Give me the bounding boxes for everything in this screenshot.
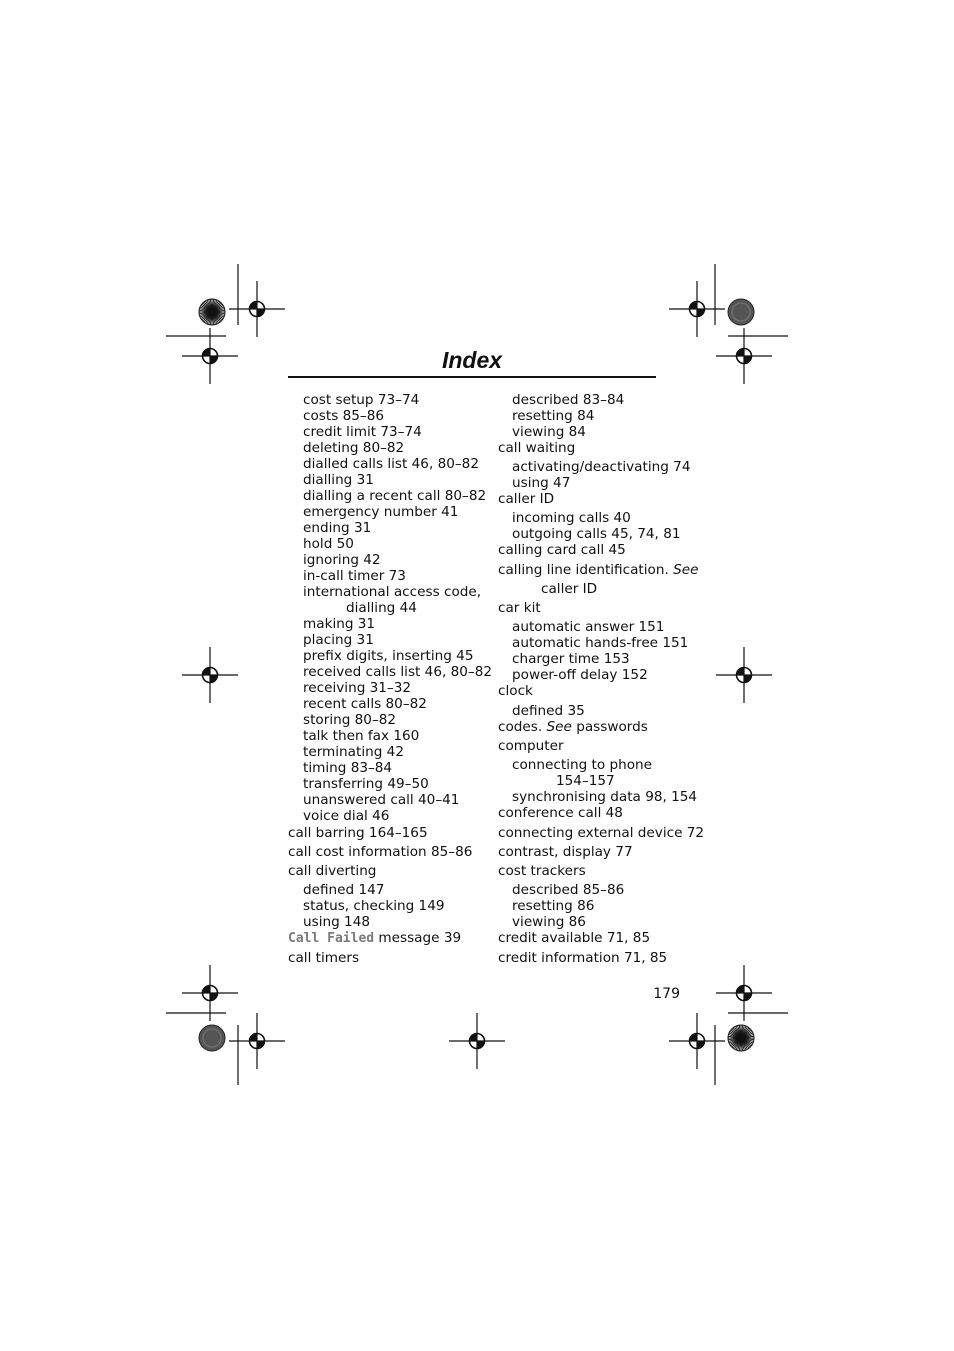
registration-target-quadrant xyxy=(477,1041,485,1049)
index-entry-text: incoming calls 40 xyxy=(512,510,631,526)
index-entry xyxy=(512,898,594,914)
registration-target-quadrant xyxy=(737,986,745,994)
index-entry-text: message 39 xyxy=(374,930,462,946)
index-entry xyxy=(498,930,650,946)
index-entry-text: calling line identification. xyxy=(498,562,674,578)
registration-target-quadrant xyxy=(470,1034,478,1042)
index-entry-text: credit limit 73–74 xyxy=(303,424,422,440)
index-entry-text: placing 31 xyxy=(303,632,374,648)
index-entry-text: codes. xyxy=(498,719,547,735)
index-entry xyxy=(512,651,630,667)
index-entry-text: call barring 164–165 xyxy=(288,825,428,841)
index-entry-text: timing 83–84 xyxy=(303,760,393,776)
index-entry xyxy=(303,408,384,424)
index-entry-text: viewing 84 xyxy=(512,424,586,440)
index-entry-text: recent calls 80–82 xyxy=(303,696,427,712)
index-entry xyxy=(498,562,698,578)
index-entry xyxy=(303,808,389,824)
index-entry xyxy=(512,526,681,542)
index-entry xyxy=(303,914,370,930)
index-entry xyxy=(512,424,586,440)
index-entry xyxy=(303,424,422,440)
page-title: Index xyxy=(441,347,503,373)
index-entry xyxy=(303,744,404,760)
index-entry xyxy=(498,719,648,735)
index-entry xyxy=(288,825,428,841)
index-entry xyxy=(303,632,374,648)
index-entry-text: resetting 86 xyxy=(512,898,595,914)
index-entry-text: contrast, display 77 xyxy=(498,844,633,860)
index-entry-text: terminating 42 xyxy=(303,744,404,760)
index-entry-text: automatic answer 151 xyxy=(512,619,665,635)
index-entry-text: dialling 44 xyxy=(346,600,417,616)
index-entry-text: car kit xyxy=(498,600,541,616)
index-entry-text: synchronising data 98, 154 xyxy=(512,789,698,805)
index-entry xyxy=(303,536,354,552)
index-entry-text: cost trackers xyxy=(498,863,586,879)
index-entry xyxy=(556,773,615,789)
index-entry-text: call timers xyxy=(288,950,360,966)
index-entry-text: prefix digits, inserting 45 xyxy=(303,648,474,664)
index-entry-text: charger time 153 xyxy=(512,651,630,667)
index-entry xyxy=(498,440,575,456)
index-entry-text: using 47 xyxy=(512,475,571,491)
index-entry-text: clock xyxy=(498,683,533,699)
index-entry-text: received calls list 46, 80–82 xyxy=(303,664,493,680)
index-entry xyxy=(512,667,648,683)
index-entry-text: making 31 xyxy=(303,616,376,632)
index-entry-text: calling card call 45 xyxy=(498,542,626,558)
index-entry-text: cost setup 73–74 xyxy=(303,392,420,408)
registration-target-quadrant xyxy=(744,675,752,683)
index-entry-text: deleting 80–82 xyxy=(303,440,405,456)
registration-target-quadrant xyxy=(210,675,218,683)
index-entry xyxy=(303,568,406,584)
index-entry xyxy=(498,950,667,966)
index-entry-text: activating/deactivating 74 xyxy=(512,459,691,475)
index-entry xyxy=(288,950,359,966)
index-entry-text: credit information 71, 85 xyxy=(498,950,668,966)
index-entry-text: dialling a recent call 80–82 xyxy=(303,488,487,504)
registration-target-quadrant xyxy=(203,668,211,676)
registration-target-quadrant xyxy=(210,356,218,364)
index-entry-text: credit available 71, 85 xyxy=(498,930,651,946)
index-entry-text: computer xyxy=(498,738,564,754)
index-entry xyxy=(303,552,381,568)
title-rule xyxy=(288,376,656,378)
index-entry-text: ignoring 42 xyxy=(303,552,381,568)
index-entry-text: transferring 49–50 xyxy=(303,776,429,792)
index-entry xyxy=(512,635,688,651)
index-entry-text: in-call timer 73 xyxy=(303,568,406,584)
index-entry xyxy=(303,696,427,712)
registration-target-quadrant xyxy=(210,993,218,1001)
index-entry xyxy=(303,472,374,488)
index-entry xyxy=(303,616,375,632)
index-entry-text: conference call 48 xyxy=(498,805,623,821)
registration-target-quadrant xyxy=(697,1041,705,1049)
cross-reference-see: See xyxy=(673,562,699,578)
index-entry xyxy=(512,619,664,635)
index-entry-text: talk then fax 160 xyxy=(303,728,420,744)
index-entry-text: outgoing calls 45, 74, 81 xyxy=(512,526,681,542)
registration-target-quadrant xyxy=(744,356,752,364)
index-entry xyxy=(303,664,492,680)
index-entry-text: defined 147 xyxy=(303,882,385,898)
index-entry xyxy=(303,392,419,408)
index-entry-text: dialled calls list 46, 80–82 xyxy=(303,456,479,472)
index-entry-text: connecting to phone xyxy=(512,757,653,773)
index-entry xyxy=(498,542,626,558)
index-entry-text: international access code, xyxy=(303,584,482,600)
index-entry-text: defined 35 xyxy=(512,703,585,719)
index-entry xyxy=(512,914,586,930)
index-entry xyxy=(512,392,624,408)
index-entry xyxy=(303,792,459,808)
index-entry-text: voice dial 46 xyxy=(303,808,390,824)
index-entry-text: costs 85–86 xyxy=(303,408,384,424)
index-entry-text: described 83–84 xyxy=(512,392,625,408)
registration-target-quadrant xyxy=(250,1034,258,1042)
index-entry xyxy=(512,789,697,805)
index-entry-text: unanswered call 40–41 xyxy=(303,792,460,808)
index-entry xyxy=(303,488,486,504)
index-entry xyxy=(303,776,429,792)
index-entry-text: automatic hands-free 151 xyxy=(512,635,689,651)
index-entry xyxy=(303,504,458,520)
index-entry xyxy=(303,882,384,898)
index-entry xyxy=(498,805,623,821)
index-entry xyxy=(303,520,371,536)
registration-target-quadrant xyxy=(203,349,211,357)
index-entry-text: resetting 84 xyxy=(512,408,595,424)
index-entry-text: 154–157 xyxy=(556,773,615,789)
cross-reference-target: passwords xyxy=(571,719,648,735)
index-entry xyxy=(303,440,404,456)
index-entry xyxy=(498,738,564,754)
registration-target-quadrant xyxy=(737,349,745,357)
index-entry xyxy=(512,459,690,475)
index-entry-text: hold 50 xyxy=(303,536,354,552)
ui-message-label: Call Failed xyxy=(288,931,375,946)
index-entry-text: dialling 31 xyxy=(303,472,374,488)
index-entry xyxy=(498,863,586,879)
index-entry-text: emergency number 41 xyxy=(303,504,459,520)
registration-target-quadrant xyxy=(737,668,745,676)
index-entry xyxy=(498,491,554,507)
index-entry-text: receiving 31–32 xyxy=(303,680,412,696)
index-entry xyxy=(303,456,479,472)
index-entry-text: described 85–86 xyxy=(512,882,625,898)
index-entry-text: caller ID xyxy=(498,491,555,507)
registration-target-quadrant xyxy=(697,309,705,317)
index-entry-text: call cost information 85–86 xyxy=(288,844,473,860)
index-entry xyxy=(512,703,585,719)
page-number: 179 xyxy=(653,986,680,1002)
index-entry-text: connecting external device 72 xyxy=(498,825,705,841)
index-entry-text: viewing 86 xyxy=(512,914,586,930)
index-entry-text: ending 31 xyxy=(303,520,372,536)
registration-target-quadrant xyxy=(690,302,698,310)
index-entry xyxy=(498,844,633,860)
registration-target-quadrant xyxy=(250,302,258,310)
index-entry-text: power-off delay 152 xyxy=(512,667,648,683)
index-entry xyxy=(288,930,461,947)
index-entry xyxy=(303,712,396,728)
index-entry-text: using 148 xyxy=(303,914,370,930)
registration-target-quadrant xyxy=(257,309,265,317)
index-entry xyxy=(512,882,624,898)
index-entry-text: call diverting xyxy=(288,863,377,879)
index-entry xyxy=(498,825,704,841)
index-entry xyxy=(303,760,392,776)
index-entry-text: caller ID xyxy=(541,581,598,597)
index-entry xyxy=(303,648,473,664)
index-entry xyxy=(303,680,411,696)
index-entry-text: status, checking 149 xyxy=(303,898,445,914)
index-entry-text: call waiting xyxy=(498,440,576,456)
index-entry xyxy=(303,584,481,600)
cross-reference-see: See xyxy=(546,719,572,735)
index-entry xyxy=(512,757,652,773)
index-entry xyxy=(288,863,376,879)
index-entry xyxy=(512,475,570,491)
registration-target-quadrant xyxy=(257,1041,265,1049)
index-entry xyxy=(303,898,445,914)
index-entry xyxy=(303,728,419,744)
index-entry xyxy=(512,510,631,526)
index-entry xyxy=(512,408,594,424)
registration-target-quadrant xyxy=(690,1034,698,1042)
index-entry xyxy=(498,683,533,699)
index-entry xyxy=(541,581,597,597)
index-entry xyxy=(346,600,417,616)
registration-target-quadrant xyxy=(744,993,752,1001)
registration-target-quadrant xyxy=(203,986,211,994)
index-entry xyxy=(288,844,472,860)
index-entry xyxy=(498,600,541,616)
index-entry-text: storing 80–82 xyxy=(303,712,397,728)
